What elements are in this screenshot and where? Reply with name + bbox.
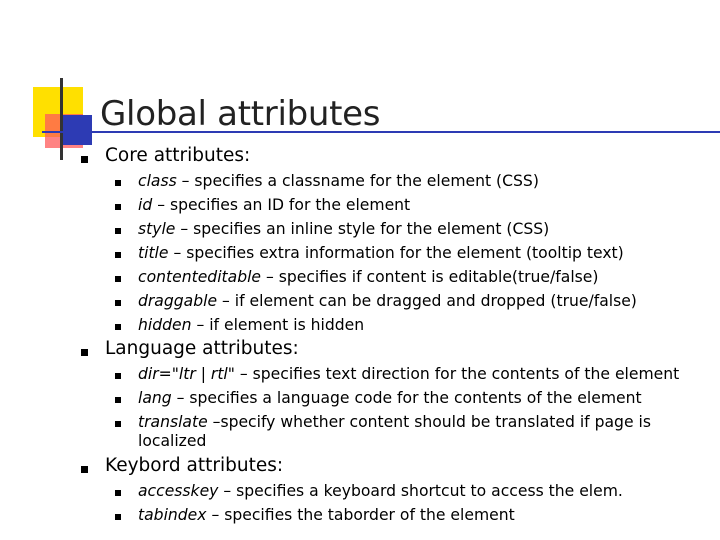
list-item bbox=[138, 243, 624, 264]
attribute-description: – specifies if content is editable(true/false) bbox=[261, 268, 599, 286]
bullet-square-icon bbox=[115, 252, 121, 258]
bullet-square-icon bbox=[115, 300, 121, 306]
attribute-name: accesskey bbox=[138, 482, 219, 500]
attribute-description: – specifies an inline style for the element (CSS) bbox=[175, 220, 550, 238]
section-heading: Language attributes: bbox=[105, 338, 299, 359]
bullet-square-icon bbox=[81, 156, 88, 163]
decorative-blue-square bbox=[62, 115, 92, 145]
list-item bbox=[138, 388, 642, 409]
attribute-description: – specifies an ID for the element bbox=[152, 196, 411, 214]
attribute-name: title bbox=[138, 244, 169, 262]
bullet-square-icon bbox=[115, 180, 121, 186]
list-item bbox=[138, 481, 623, 502]
list-item bbox=[138, 267, 598, 288]
attribute-description: – specifies the taborder of the element bbox=[206, 506, 515, 524]
attribute-description: – specifies a keyboard shortcut to access the elem. bbox=[218, 482, 623, 500]
list-item bbox=[138, 315, 364, 336]
bullet-square-icon bbox=[115, 204, 121, 210]
attribute-name: dir="ltr | rtl" bbox=[138, 365, 235, 383]
bullet-square-icon bbox=[115, 373, 121, 379]
list-item bbox=[138, 195, 410, 216]
attribute-name: lang bbox=[138, 389, 172, 407]
attribute-name: draggable bbox=[138, 292, 218, 310]
bullet-square-icon bbox=[115, 397, 121, 403]
attribute-description: – if element can be dragged and dropped (true/false) bbox=[217, 292, 637, 310]
attribute-description: – specifies a classname for the element (CSS) bbox=[176, 172, 539, 190]
bullet-square-icon bbox=[115, 276, 121, 282]
attribute-description: – specifies a language code for the contents of the element bbox=[171, 389, 642, 407]
list-item bbox=[138, 364, 679, 385]
attribute-name: class bbox=[138, 172, 177, 190]
slide-title: Global attributes bbox=[100, 94, 381, 134]
list-item bbox=[138, 291, 637, 312]
attribute-name: id bbox=[138, 196, 153, 214]
attribute-description: – specifies text direction for the contents of the element bbox=[234, 365, 680, 383]
bullet-square-icon bbox=[115, 228, 121, 234]
list-item bbox=[138, 505, 515, 526]
section-heading: Core attributes: bbox=[105, 145, 251, 166]
bullet-square-icon bbox=[115, 490, 121, 496]
bullet-square-icon bbox=[115, 324, 121, 330]
list-item bbox=[138, 412, 651, 433]
list-item bbox=[138, 171, 539, 192]
attribute-name: contenteditable bbox=[138, 268, 262, 286]
list-item bbox=[138, 219, 549, 240]
list-item-continuation: localized bbox=[138, 432, 207, 450]
attribute-description: –specify whether content should be translated if page is bbox=[207, 413, 651, 431]
bullet-square-icon bbox=[81, 466, 88, 473]
attribute-description: – if element is hidden bbox=[191, 316, 365, 334]
attribute-name: tabindex bbox=[138, 506, 207, 524]
attribute-description: – specifies extra information for the element (tooltip text) bbox=[168, 244, 624, 262]
attribute-name: translate bbox=[138, 413, 208, 431]
decorative-vertical-line bbox=[60, 78, 63, 160]
section-heading: Keybord attributes: bbox=[105, 455, 284, 476]
bullet-square-icon bbox=[115, 421, 121, 427]
attribute-name: style bbox=[138, 220, 176, 238]
attribute-name: hidden bbox=[138, 316, 192, 334]
bullet-square-icon bbox=[115, 514, 121, 520]
bullet-square-icon bbox=[81, 349, 88, 356]
